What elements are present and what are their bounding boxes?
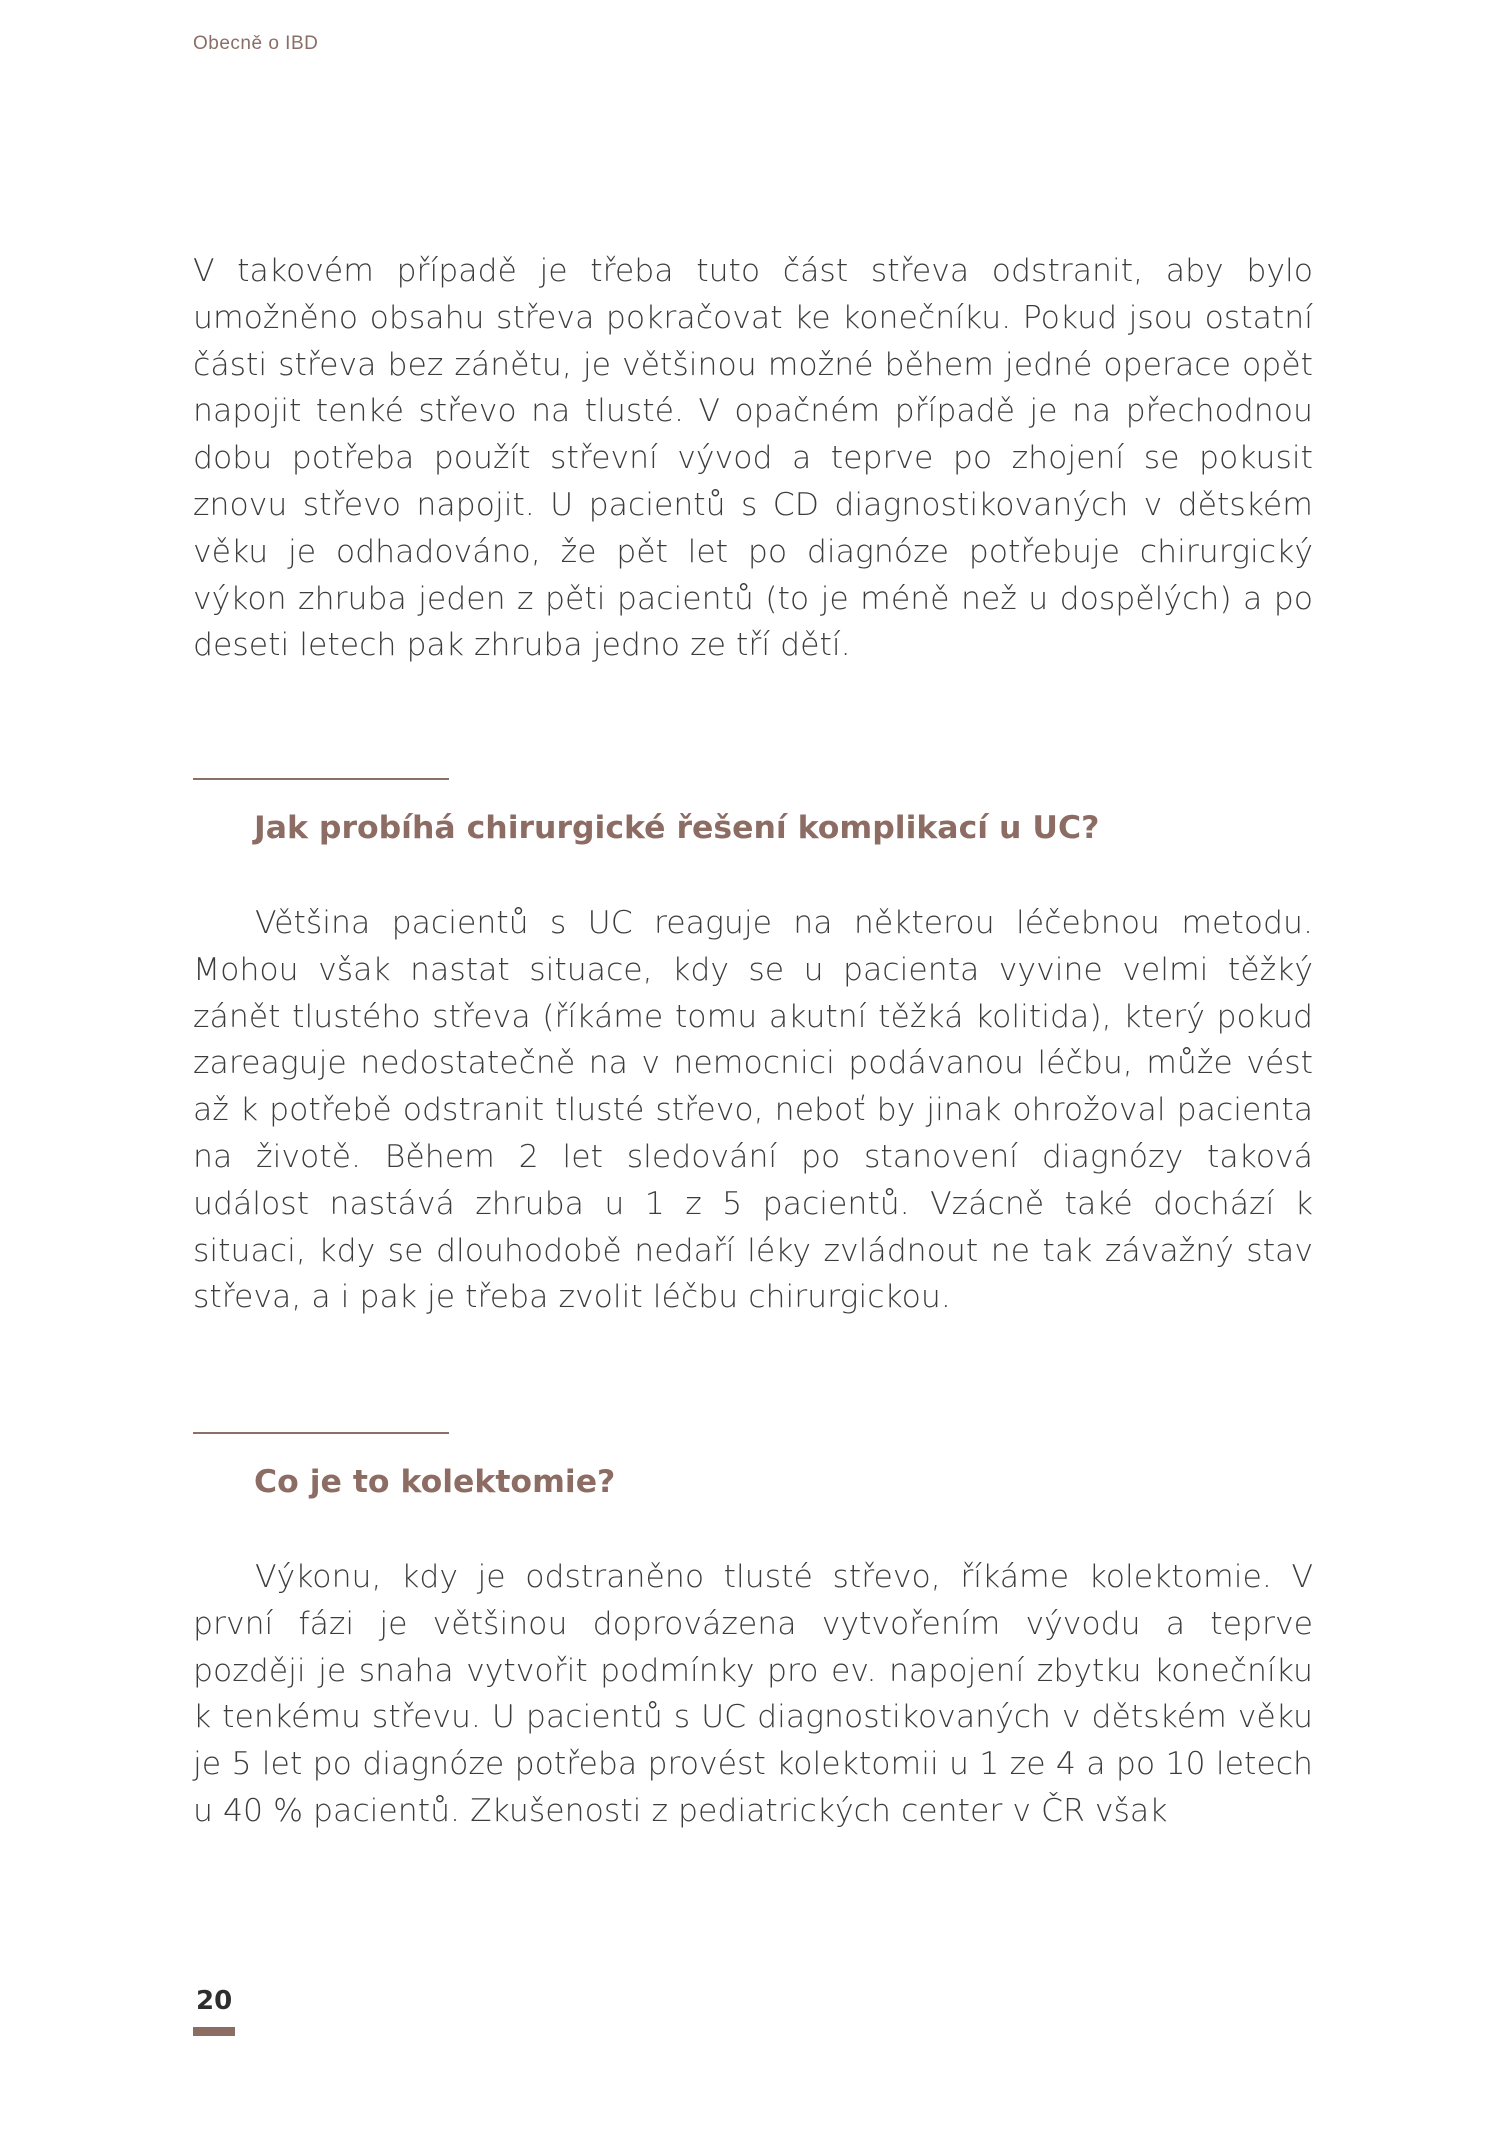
colectomy-paragraph: Výkonu, kdy je odstraněno tlusté střevo, říkáme kolektomie. V první fázi je většinou doprovázena vytvořením vývodu a teprve později je snaha vytvořit podmínky pro ev. napojení zbytku konečníku k tenkému střevu. U pacientů s UC diagnostikovaných v dětském věku je 5 let po diagnóze potřeba provést kolektomii u 1 ze 4 a po 10 letech u 40 % pacientů. Zkušenosti z pediatrických center v ČR však xyxy=(193,1559,1313,1829)
intro-paragraph: V takovém případě je třeba tuto část střeva odstranit, aby bylo umožněno obsahu střeva pokračovat ke konečníku. Pokud jsou ostatní části střeva bez zánětu, je většinou možné během jedné operace opět napojit tenké střevo na tlusté. V opačném případě je na přechodnou dobu potřeba použít střevní vývod a teprve po zhojení se pokusit znovu střevo napojit. U pacientů s CD diagnostikovaných v dětském věku je odhadováno, že pět let po diagnóze potřebuje chirurgický výkon zhruba jeden z pěti pacientů (to je méně než u dospělých) a po deseti letech pak zhruba jedno ze tří dětí. xyxy=(193,253,1313,664)
page-number: 20 xyxy=(196,1986,233,2016)
section-heading-colectomy: Co je to kolektomie? xyxy=(254,1464,616,1500)
section-divider xyxy=(193,1432,449,1434)
running-head: Obecně o IBD xyxy=(193,33,319,54)
uc-surgery-paragraph: Většina pacientů s UC reaguje na některou léčebnou metodu. Mohou však nastat situace, kdy se u pacienta vyvine velmi těžký zánět tlustého střeva (říkáme tomu akutní těžká kolitida), který pokud zareaguje nedostatečně na v nemocnici podávanou léčbu, může vést až k potřebě odstranit tlusté střevo, neboť by jinak ohrožoval pacienta na životě. Během 2 let sledování po stanovení diagnózy taková událost nastává zhruba u 1 z 5 pacientů. Vzácně také dochází k situaci, kdy se dlouhodobě nedaří léky zvládnout ne tak závažný stav střeva, a i pak je třeba zvolit léčbu chirurgickou. xyxy=(193,905,1313,1316)
section-heading-uc-surgery: Jak probíhá chirurgické řešení komplikací u UC? xyxy=(254,810,1100,846)
page-number-bar xyxy=(193,2027,235,2036)
section-divider xyxy=(193,778,449,780)
